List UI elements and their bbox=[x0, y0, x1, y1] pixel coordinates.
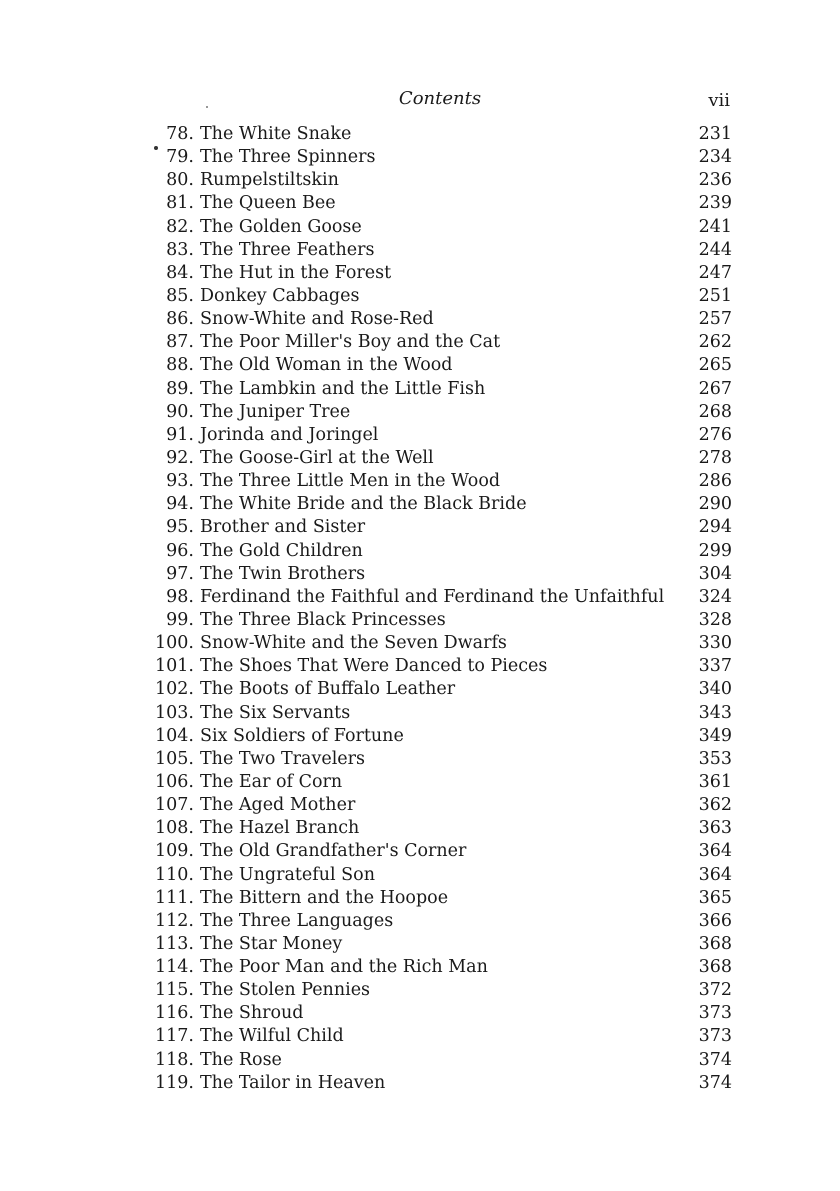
entry-page: 286 bbox=[698, 471, 732, 492]
entry-title: Six Soldiers of Fortune bbox=[200, 725, 404, 746]
entry-number: 116. bbox=[155, 1003, 194, 1024]
entry-page: 276 bbox=[698, 424, 732, 445]
entry-title: The Twin Brothers bbox=[200, 563, 366, 584]
entry-page: 374 bbox=[698, 1072, 732, 1093]
toc-entry bbox=[150, 147, 732, 170]
toc-entry bbox=[150, 772, 732, 795]
entry-number: 103. bbox=[155, 702, 194, 723]
entry-title: The Poor Man and the Rich Man bbox=[200, 957, 488, 978]
entry-number: 91. bbox=[166, 424, 194, 445]
toc-entry bbox=[150, 170, 732, 193]
entry-number: 112. bbox=[155, 910, 194, 931]
entry-title: Snow-White and Rose-Red bbox=[200, 309, 434, 330]
entry-number: 108. bbox=[155, 818, 194, 839]
entry-page: 374 bbox=[698, 1049, 732, 1070]
entry-page: 299 bbox=[698, 540, 732, 561]
entry-title: The Old Grandfather's Corner bbox=[200, 841, 467, 862]
toc-entry bbox=[150, 309, 732, 332]
entry-number: 84. bbox=[166, 262, 194, 283]
entry-number: 118. bbox=[155, 1049, 194, 1070]
entry-number: 110. bbox=[155, 864, 194, 885]
entry-number: 113. bbox=[155, 933, 194, 954]
toc-entry bbox=[150, 1003, 732, 1026]
entry-title: Rumpelstiltskin bbox=[200, 170, 339, 191]
toc-entry bbox=[150, 286, 732, 309]
toc-entry bbox=[150, 448, 732, 471]
toc-entry bbox=[150, 124, 732, 147]
entry-page: 364 bbox=[698, 841, 732, 862]
toc-list bbox=[150, 124, 732, 1096]
toc-entry bbox=[150, 471, 732, 494]
toc-entry bbox=[150, 957, 732, 980]
toc-entry bbox=[150, 263, 732, 286]
entry-title: The Hazel Branch bbox=[200, 818, 360, 839]
toc-entry bbox=[150, 541, 732, 564]
entry-page: 362 bbox=[698, 795, 732, 816]
entry-title: The Tailor in Heaven bbox=[200, 1072, 386, 1093]
toc-entry bbox=[150, 633, 732, 656]
toc-entry bbox=[150, 980, 732, 1003]
entry-number: 95. bbox=[166, 517, 194, 538]
toc-entry bbox=[150, 726, 732, 749]
entry-page: 265 bbox=[698, 355, 732, 376]
toc-entry bbox=[150, 934, 732, 957]
entry-page: 324 bbox=[698, 586, 732, 607]
entry-title: The Old Woman in the Wood bbox=[200, 355, 453, 376]
entry-title: The Ungrateful Son bbox=[200, 864, 375, 885]
entry-title: The White Snake bbox=[200, 124, 352, 144]
entry-number: 119. bbox=[155, 1072, 194, 1093]
entry-title: The Ear of Corn bbox=[200, 771, 343, 792]
entry-page: 234 bbox=[698, 147, 732, 168]
entry-number: 81. bbox=[166, 193, 194, 214]
entry-title: The Boots of Buffalo Leather bbox=[200, 679, 456, 700]
toc-entry bbox=[150, 1050, 732, 1073]
entry-title: The Queen Bee bbox=[200, 193, 336, 214]
entry-number: 80. bbox=[166, 170, 194, 191]
entry-page: 365 bbox=[698, 887, 732, 908]
entry-number: 98. bbox=[166, 586, 194, 607]
entry-number: 89. bbox=[166, 378, 194, 399]
entry-page: 373 bbox=[698, 1026, 732, 1047]
toc-entry bbox=[150, 240, 732, 263]
entry-title: The Three Little Men in the Wood bbox=[200, 471, 501, 492]
toc-entry bbox=[150, 888, 732, 911]
entry-title: Jorinda and Joringel bbox=[200, 424, 379, 445]
entry-title: Ferdinand the Faithful and Ferdinand the Unfaithful bbox=[200, 586, 665, 607]
entry-title: Snow-White and the Seven Dwarfs bbox=[200, 633, 507, 654]
entry-number: 106. bbox=[155, 771, 194, 792]
entry-page: 337 bbox=[698, 656, 732, 677]
toc-entry bbox=[150, 795, 732, 818]
entry-title: Brother and Sister bbox=[200, 517, 366, 538]
entry-title: The Poor Miller's Boy and the Cat bbox=[200, 332, 501, 353]
entry-title: The Bittern and the Hoopoe bbox=[200, 887, 449, 908]
entry-page: 251 bbox=[698, 285, 732, 306]
toc-entry bbox=[150, 217, 732, 240]
toc-entry bbox=[150, 679, 732, 702]
entry-page: 257 bbox=[698, 309, 732, 330]
entry-number: 87. bbox=[166, 332, 194, 353]
entry-number: 85. bbox=[166, 285, 194, 306]
entry-number: 111. bbox=[155, 887, 194, 908]
page-title: Contents bbox=[398, 88, 482, 109]
entry-page: 349 bbox=[698, 725, 732, 746]
entry-title: The Star Money bbox=[200, 933, 343, 954]
entry-page: 368 bbox=[698, 957, 732, 978]
entry-number: 92. bbox=[166, 447, 194, 468]
entry-number: 93. bbox=[166, 471, 194, 492]
entry-page: 278 bbox=[698, 447, 732, 468]
entry-title: The Shroud bbox=[200, 1003, 304, 1024]
entry-page: 267 bbox=[698, 378, 732, 399]
entry-page: 373 bbox=[698, 1003, 732, 1024]
entry-page: 236 bbox=[698, 170, 732, 191]
entry-page: 239 bbox=[698, 193, 732, 214]
entry-page: 361 bbox=[698, 771, 732, 792]
entry-number: 99. bbox=[166, 609, 194, 630]
entry-number: 114. bbox=[155, 957, 194, 978]
entry-page: 330 bbox=[698, 633, 732, 654]
entry-title: The Golden Goose bbox=[200, 216, 362, 237]
toc-entry bbox=[150, 587, 732, 610]
entry-title: The Three Black Princesses bbox=[200, 609, 446, 630]
toc-entry bbox=[150, 494, 732, 517]
entry-title: Donkey Cabbages bbox=[200, 285, 360, 306]
entry-page: 353 bbox=[698, 748, 732, 769]
entry-number: 96. bbox=[166, 540, 194, 561]
entry-page: 328 bbox=[698, 609, 732, 630]
entry-title: The Aged Mother bbox=[200, 795, 356, 816]
toc-entry bbox=[150, 425, 732, 448]
toc-entry bbox=[150, 911, 732, 934]
entry-number: 115. bbox=[155, 980, 194, 1001]
entry-number: 104. bbox=[155, 725, 194, 746]
toc-entry bbox=[150, 749, 732, 772]
entry-page: 241 bbox=[698, 216, 732, 237]
page-header bbox=[150, 88, 730, 114]
toc-entry bbox=[150, 818, 732, 841]
entry-number: 78. bbox=[166, 124, 194, 144]
entry-page: 244 bbox=[698, 239, 732, 260]
entry-page: 231 bbox=[698, 124, 732, 144]
entry-page: 304 bbox=[698, 563, 732, 584]
toc-entry bbox=[150, 1073, 732, 1096]
entry-number: 88. bbox=[166, 355, 194, 376]
entry-number: 83. bbox=[166, 239, 194, 260]
entry-title: The Stolen Pennies bbox=[200, 980, 371, 1001]
entry-page: 268 bbox=[698, 401, 732, 422]
toc-entry bbox=[150, 379, 732, 402]
toc-entry bbox=[150, 703, 732, 726]
entry-page: 340 bbox=[698, 679, 732, 700]
entry-number: 107. bbox=[155, 795, 194, 816]
toc-entry bbox=[150, 517, 732, 540]
entry-title: The Rose bbox=[200, 1049, 282, 1070]
entry-number: 102. bbox=[155, 679, 194, 700]
entry-page: 372 bbox=[698, 980, 732, 1001]
toc-entry bbox=[150, 841, 732, 864]
entry-title: The Juniper Tree bbox=[200, 401, 351, 422]
entry-number: 90. bbox=[166, 401, 194, 422]
entry-number: 94. bbox=[166, 494, 194, 515]
entry-title: The Hut in the Forest bbox=[200, 262, 392, 283]
entry-title: The White Bride and the Black Bride bbox=[200, 494, 527, 515]
toc-entry bbox=[150, 402, 732, 425]
entry-title: The Wilful Child bbox=[200, 1026, 344, 1047]
toc-entry bbox=[150, 564, 732, 587]
toc-entry bbox=[150, 865, 732, 888]
entry-title: The Gold Children bbox=[200, 540, 363, 561]
entry-page: 294 bbox=[698, 517, 732, 538]
entry-title: The Three Spinners bbox=[200, 147, 376, 168]
toc-entry bbox=[150, 332, 732, 355]
entry-title: The Three Languages bbox=[200, 910, 394, 931]
entry-title: The Two Travelers bbox=[200, 748, 366, 769]
entry-title: The Goose-Girl at the Well bbox=[200, 447, 434, 468]
toc-entry bbox=[150, 193, 732, 216]
toc-entry bbox=[150, 1026, 732, 1049]
entry-title: The Six Servants bbox=[200, 702, 351, 723]
entry-page: 290 bbox=[698, 494, 732, 515]
entry-number: 82. bbox=[166, 216, 194, 237]
entry-page: 368 bbox=[698, 933, 732, 954]
entry-number: 97. bbox=[166, 563, 194, 584]
toc-entry bbox=[150, 610, 732, 633]
entry-page: 366 bbox=[698, 910, 732, 931]
entry-page: 262 bbox=[698, 332, 732, 353]
entry-page: 343 bbox=[698, 702, 732, 723]
toc-entry bbox=[150, 656, 732, 679]
entry-number: 100. bbox=[155, 633, 194, 654]
entry-number: 101. bbox=[155, 656, 194, 677]
entry-title: The Three Feathers bbox=[200, 239, 375, 260]
entry-title: The Shoes That Were Danced to Pieces bbox=[200, 656, 548, 677]
ink-speck bbox=[206, 106, 208, 108]
entry-page: 363 bbox=[698, 818, 732, 839]
entry-page: 364 bbox=[698, 864, 732, 885]
toc-entry bbox=[150, 355, 732, 378]
entry-page: 247 bbox=[698, 262, 732, 283]
entry-number: 109. bbox=[155, 841, 194, 862]
entry-number: 86. bbox=[166, 309, 194, 330]
page-number: vii bbox=[708, 90, 730, 111]
entry-title: The Lambkin and the Little Fish bbox=[200, 378, 486, 399]
entry-number: 105. bbox=[155, 748, 194, 769]
entry-number: 79. bbox=[166, 147, 194, 168]
entry-number: 117. bbox=[155, 1026, 194, 1047]
